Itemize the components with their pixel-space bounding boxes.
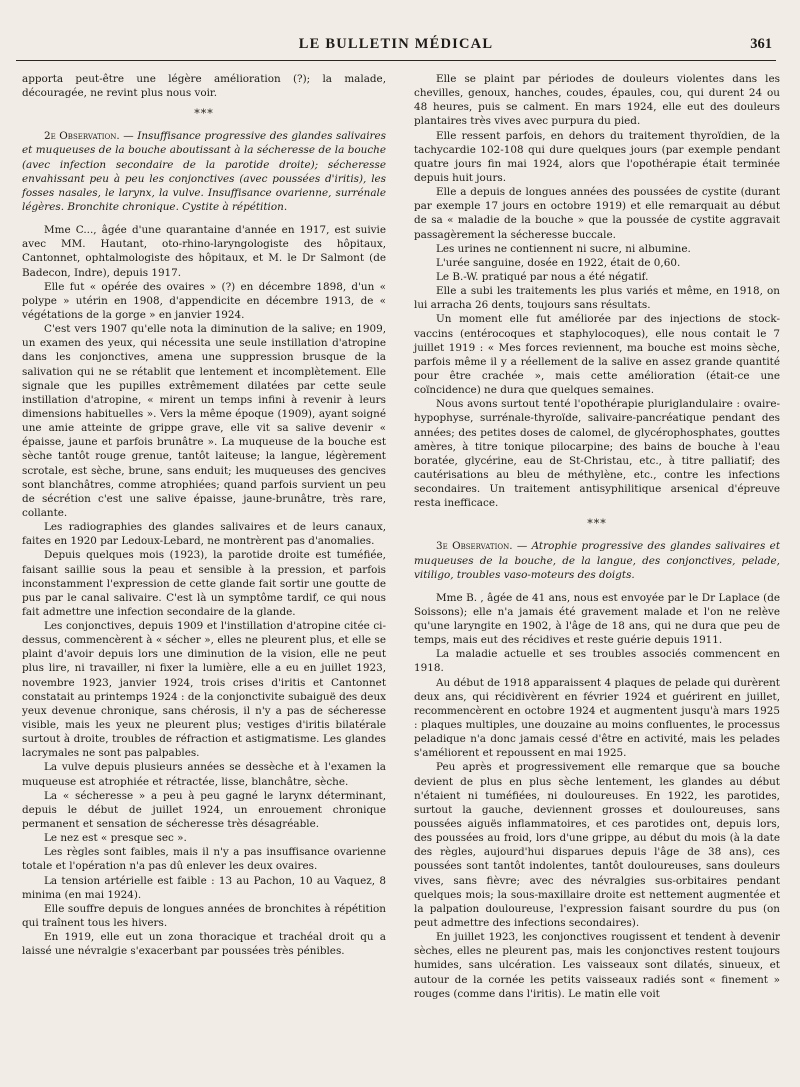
section-separator: *** (587, 517, 607, 531)
paragraph: Elle se plaint par périodes de douleurs violentes dans les chevilles, genoux, hanches, coudes, épaules, cou, qui durent 24 ou 48 heures, puis se calment. En mars 1924, elle eut des douleurs plantaires très vives avec purpura du pied. (414, 73, 780, 128)
paragraph: Peu après et progressivement elle remarque que sa bouche devient de plus en plus sèche lentement, les glandes au début n'étaient ni tuméfiées, ni douloureuses. En 1922, les parotides, surtout la gauche, deviennent grosses et douloureuses, sans poussées aiguës inflammatoires, et ces parotides ont, depuis lors, des poussées au froid, lors d'une grippe, au début du mois (à la date des règles, aujourd'hui disparues depuis l'âge de 38 ans), ces poussées sont tantôt indolentes, tantôt douloureuses, sans douleurs vives, sans fièvre; avec des névralgies sus-orbitaires pendant quelques mois; la sous-maxillaire droite est nettement augmentée et la palpation douloureuse, l'expression faisant sourdre du pus (on peut admettre des infections secondaires). (414, 761, 780, 930)
observation-2-heading: 2e Observation. (44, 130, 120, 143)
paragraph: Les urines ne contiennent ni sucre, ni albumine. (436, 242, 691, 255)
paragraph: Depuis quelques mois (1923), la parotide droite est tuméfiée, faisant saillie sous la peau et sensible à la pression, et parfois inconstamment l'expression de cette glande fait sortir une goutte de pus par le canal salivaire. C'est là un symptôme tardif, ce qui nous fait admettre une infection secondaire de la glande. (22, 549, 386, 618)
page-number: 361 (750, 36, 772, 52)
left-column (22, 72, 386, 958)
paragraph: C'est vers 1907 qu'elle nota la diminution de la salive; en 1909, un examen des yeux, qui nécessita une seule instillation d'atropine dans les conjonctives, amena une suppression brusque de la salivation qui ne se rétablit que lentement et incomplètement. Elle signale que les pupilles extrêmement dilatées par cette seule instillation d'atropine, « mirent un temps infini à revenir à leurs dimensions habituelles ». Vers la même époque (1909), ayant soigné une amie atteinte de grippe grave, elle vit sa salive devenir « épaisse, jaune et parfois brunâtre ». La muqueuse de la bouche est sèche tantôt rouge grenue, tantôt laiteuse; la langue, légèrement scrotale, est sèche, brune, sans enduit; les muqueuses des gencives sont blanchâtres, comme atrophiées; quand parfois survient un peu de sécrétion c'est une salive épaisse, jaune-brunâtre, très rare, collante. (22, 323, 386, 519)
observation-3-title: Atrophie progressive des glandes salivaires et muqueuses de la bouche, de la langue, des conjonctives, pelade, vitiligo, troubles vaso-moteurs des doigts. (414, 540, 780, 581)
paragraph: Nous avons surtout tenté l'opothérapie pluriglandulaire : ovaire-hypophyse, surrénale-thyroïde, salivaire-pancréatique pendant des années; des petites doses de calomel, de glycérophosphates, gouttes amères, à titre tonique pilocarpine; des bains de bouche à l'eau boratée, glycérine, eau de St-Christau, etc., à titre palliatif; des cautérisations au bleu de méthylène, etc., contre les infections secondaires. Un traitement antisyphilitique arsenical d'épreuve resta inefficace. (414, 398, 780, 510)
paragraph: Le B.-W. pratiqué par nous a été négatif. (436, 270, 649, 283)
paragraph: Mme B. , âgée de 41 ans, nous est envoyée par le Dr Laplace (de Soissons); elle n'a jamais été gravement malade et l'on ne relève qu'une laryngite en 1902, à l'âge de 18 ans, qui ne dura que peu de temps, mais eut des récidives et reste guérie depuis 1911. (414, 591, 780, 647)
observation-2-title: Insuffisance progressive des glandes salivaires et muqueuses de la bouche aboutissant à la sécheresse de la bouche (avec infection secondaire de la parotide droite); sécheresse envahissant peu à peu les conjonctives (avec poussées d'iritis), les fosses nasales, le larynx, la vulve. Insuffisance ovarienne, surrénale légères. Bronchite chronique. Cystite à répétition. (22, 130, 387, 213)
observation-3-heading: 3e Observation. (436, 540, 513, 553)
observation-3-header (414, 539, 780, 581)
running-header (16, 34, 776, 61)
paragraph: Le nez est « presque sec ». (44, 832, 187, 845)
dash: — (119, 130, 138, 143)
paragraph: apporta peut-être une légère amélioration (?); la malade, découragée, ne revint plus nous voir. (22, 73, 386, 100)
paragraph: La tension artérielle est faible : 13 au Pachon, 10 au Vaquez, 8 minima (en mai 1924). (22, 874, 386, 901)
paragraph: En juillet 1923, les conjonctives rougissent et tendent à devenir sèches, elles ne pleurent pas, mais les conjonctives restent toujours humides, sans ulcération. Les vaisseaux sont dilatés, sinueux, et autour de la cornée les petits vaisseaux radiés sont « finement » rouges (comme dans l'iritis). Le matin elle voit (414, 931, 780, 1000)
paragraph: En 1919, elle eut un zona thoracique et trachéal droit qu a laissé une névralgie s'exacerbant par poussées très pénibles. (22, 931, 386, 958)
paragraph: La vulve depuis plusieurs années se dessèche et à l'examen la muqueuse est atrophiée et rétractée, lisse, blanchâtre, sèche. (22, 761, 386, 788)
paragraph: Elle a depuis de longues années des poussées de cystite (durant par exemple 17 jours en octobre 1919) et elle remarquait au début de sa « maladie de la bouche » que la poussée de cystite aggravait passagèrement la sécheresse buccale. (414, 186, 780, 241)
paragraph: La « sécheresse » a peu à peu gagné le larynx déterminant, depuis le début de juillet 1924, un enrouement chronique permanent et sensation de sécheresse très désagréable. (22, 789, 386, 831)
paragraph: Mme C..., âgée d'une quarantaine d'année en 1917, est suivie avec MM. Hautant, oto-rhino-laryngologiste des hôpitaux, Cantonnet, ophtalmologiste des hôpitaux, et M. le Dr Salmont (de Badecon, Indre), depuis 1917. (22, 224, 386, 279)
paragraph: Elle souffre depuis de longues années de bronchites à répétition qui traînent tous les hivers. (22, 902, 386, 930)
paragraph: Un moment elle fut améliorée par des injections de stock-vaccins (entérocoques et staphylocoques), elle nous contait le 7 juillet 1919 : « Mes forces reviennent, ma bouche est moins sèche, parfois même il y a réellement de la salive en assez grande quantité pour être crachée », mais cette amélioration (était-ce une coïncidence) ne dura que quelques semaines. (414, 313, 780, 397)
paragraph: La maladie actuelle et ses troubles associés commencent en 1918. (414, 648, 780, 675)
journal-title: LE BULLETIN MÉDICAL (298, 36, 494, 52)
right-column (414, 72, 780, 1001)
paragraph: L'urée sanguine, dosée en 1922, était de 0,60. (436, 256, 681, 269)
paragraph: Elle fut « opérée des ovaires » (?) en décembre 1898, d'un « polype » utérin en 1908, d'appendicite en décembre 1913, de « végétations de la gorge » en janvier 1924. (22, 280, 386, 321)
paragraph: Les conjonctives, depuis 1909 et l'instillation d'atropine citée ci-dessus, commencèrent à « sécher », elles ne pleurent plus, et elle se plaint d'avoir depuis lors une diminution de la vision, elle ne peut plus lire, ni travailler, ni fixer la lumière, elle a eu en juillet 1923, novembre 1923, janvier 1924, trois crises d'iritis et Cantonnet constatait au printemps 1924 : de la conjonctivite subaiguë des deux yeux devenue chronique, sans chérosis, il n'y a pas de sécheresse visible, mais les yeux ne pleurent plus; vestiges d'iritis bilatérale surtout à droite, troubles de réfraction et astigmatisme. Les glandes lacrymales ne sont pas palpables. (22, 620, 386, 760)
paragraph: Elle ressent parfois, en dehors du traitement thyroïdien, de la tachycardie 102-108 qui dure quelques jours (par exemple pendant quatre jours fin mai 1924, alors que l'opothérapie était terminée depuis huit jours. (414, 129, 780, 184)
paragraph: Les règles sont faibles, mais il n'y a pas insuffisance ovarienne totale et l'opération n'a pas dû enlever les deux ovaires. (22, 846, 386, 873)
section-separator: *** (194, 107, 214, 121)
paragraph: Elle a subi les traitements les plus variés et même, en 1918, on lui arracha 26 dents, toujours sans résultats. (414, 285, 780, 312)
dash: — (512, 540, 532, 553)
observation-2-header (22, 129, 386, 214)
paragraph: Les radiographies des glandes salivaires et de leurs canaux, faites en 1920 par Ledoux-Lebard, ne montrèrent pas d'anomalies. (22, 521, 386, 548)
paragraph: Au début de 1918 apparaissent 4 plaques de pelade qui durèrent deux ans, qui récidivèrent en février 1924 et guérirent en juillet, recommencèrent en octobre 1924 et augmentent jusqu'à mars 1925 : plaques multiples, une douzaine au moins confluentes, le processus peladique n'a donc jamais cessé d'être en activité, mais les pelades s'améliorent et repoussent en mai 1925. (414, 676, 780, 760)
